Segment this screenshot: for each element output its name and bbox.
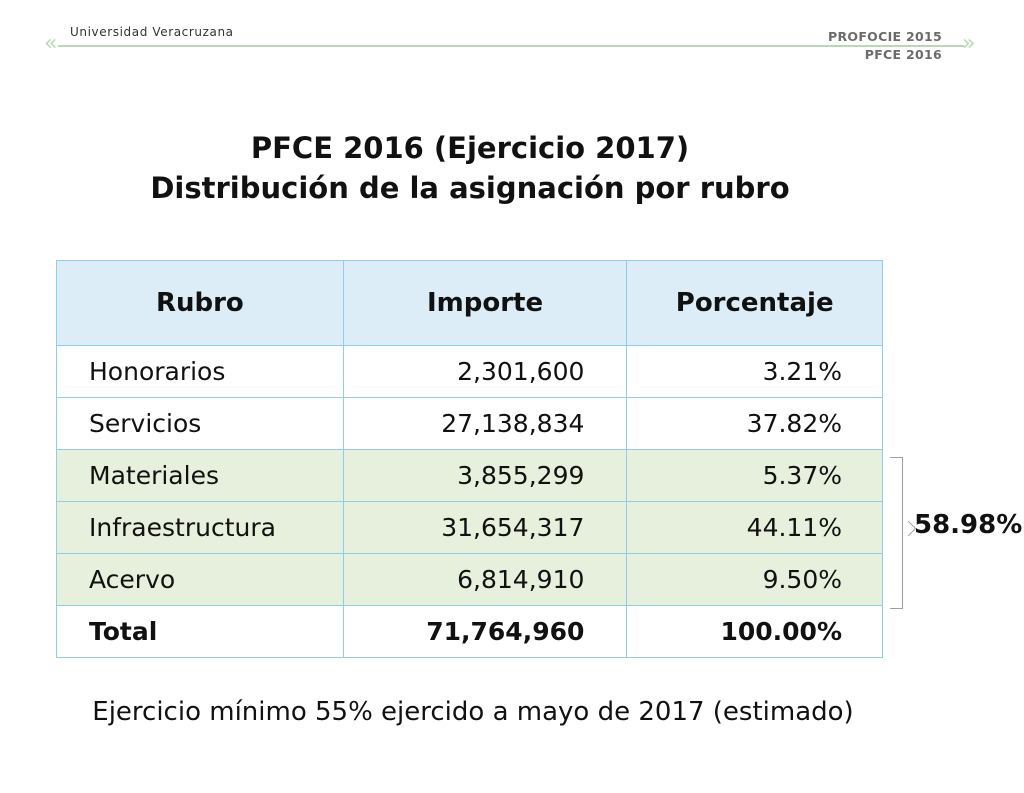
allocation-table: [56, 260, 883, 658]
cell-porcentaje: 3.21%: [627, 346, 883, 398]
table-row: [57, 554, 883, 606]
table-header-row: [57, 261, 883, 346]
cell-importe: 3,855,299: [343, 450, 627, 502]
cell-importe: 31,654,317: [343, 502, 627, 554]
cell-rubro: Servicios: [57, 398, 344, 450]
cell-porcentaje: 44.11%: [627, 502, 883, 554]
total-row: [57, 606, 883, 658]
cell-rubro: Materiales: [57, 450, 344, 502]
group-bracket: [890, 457, 903, 609]
cell-rubro: Infraestructura: [57, 502, 344, 554]
cell-porcentaje: 37.82%: [627, 398, 883, 450]
total-importe: 71,764,960: [343, 606, 627, 658]
cell-importe: 27,138,834: [343, 398, 627, 450]
chevron-left-icon: «: [44, 31, 58, 56]
table-row: [57, 398, 883, 450]
program-label: [828, 28, 942, 64]
header-porcentaje: Porcentaje: [627, 261, 883, 346]
slide-title: [0, 128, 940, 208]
chevron-right-icon: »: [962, 31, 976, 56]
program-line-2: PFCE 2016: [864, 47, 942, 62]
total-label: Total: [57, 606, 344, 658]
footnote: Ejercicio mínimo 55% ejercido a mayo de 2017 (estimado): [92, 697, 854, 727]
title-line-1: PFCE 2016 (Ejercicio 2017): [250, 131, 690, 165]
cell-rubro: Honorarios: [57, 346, 344, 398]
title-line-2: Distribución de la asignación por rubro: [150, 171, 790, 205]
table-row: [57, 346, 883, 398]
cell-porcentaje: 5.37%: [627, 450, 883, 502]
cell-rubro: Acervo: [57, 554, 344, 606]
program-line-1: PROFOCIE 2015: [828, 29, 942, 44]
cell-importe: 2,301,600: [343, 346, 627, 398]
header-rubro: Rubro: [57, 261, 344, 346]
table-row: [57, 450, 883, 502]
group-percentage: 58.98%: [914, 510, 1023, 540]
cell-porcentaje: 9.50%: [627, 554, 883, 606]
organization-name: Universidad Veracruzana: [70, 25, 234, 39]
total-porcentaje: 100.00%: [627, 606, 883, 658]
cell-importe: 6,814,910: [343, 554, 627, 606]
header-importe: Importe: [343, 261, 627, 346]
table-row: [57, 502, 883, 554]
